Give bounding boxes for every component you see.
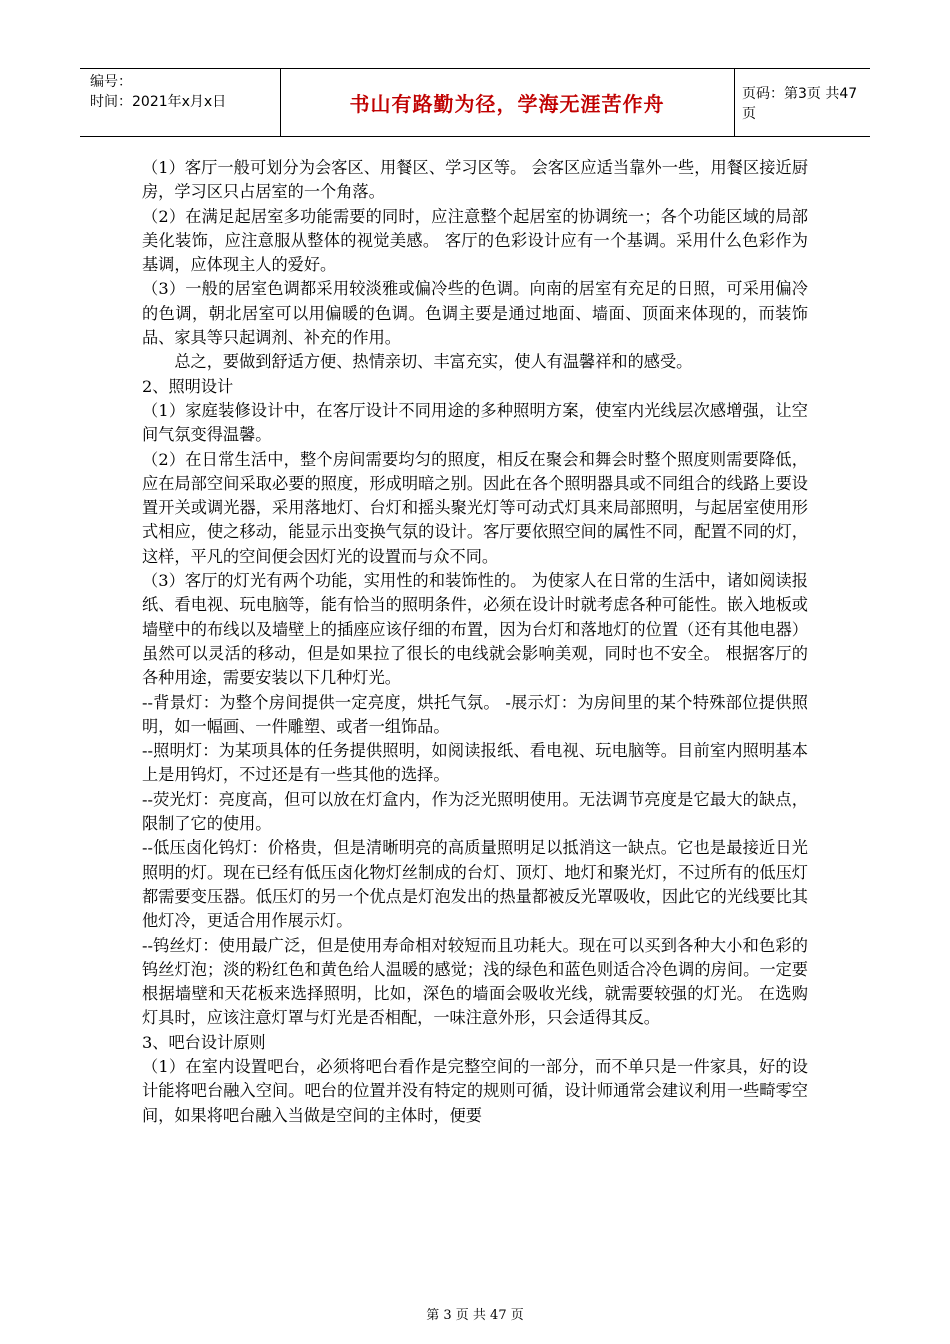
- header-meta: [80, 69, 281, 136]
- header-page-cell: [734, 69, 870, 136]
- paragraph: （2）在满足起居室多功能需要的同时，应注意整个起居室的协调统一；各个功能区域的局部美化装饰，应注意服从整体的视觉美感。 客厅的色彩设计应有一个基调。采用什么色彩作为基调，应体现主人的爱好。: [142, 206, 808, 275]
- section-heading: 2、照明设计: [142, 376, 234, 396]
- paragraph: （1）家庭装修设计中，在客厅设计不同用途的多种照明方案，使室内光线层次感增强，让空间气氛变得温馨。: [142, 400, 808, 445]
- header-motto-cell: [280, 69, 735, 136]
- paragraph: --低压卤化钨灯：价格贵，但是清晰明亮的高质量照明足以抵消这一缺点。它也是最接近日光照明的灯。现在已经有低压卤化物灯丝制成的台灯、顶灯、地灯和聚光灯，不过所有的低压灯都需要变压器。低压灯的另一个优点是灯泡发出的热量都被反光罩吸收，因此它的光线要比其他灯冷，更适合用作展示灯。: [142, 838, 808, 931]
- time-label: 时间：2021年x月x日: [90, 94, 227, 110]
- page-footer: 第 3 页 共 47 页: [426, 1308, 524, 1323]
- paragraph: （1）客厅一般可划分为会客区、用餐区、学习区等。 会客区应适当靠外一些，用餐区接近厨房，学习区只占居室的一个角落。: [142, 158, 808, 202]
- paragraph: （2）在日常生活中，整个房间需要均匀的照度，相反在聚会和舞会时整个照度则需要降低，应在局部空间采取必要的照度，形成明暗之别。因此在各个照明器具或不同组合的线路上要设置开关或调光器，采用落地灯、台灯和摇头聚光灯等可动式灯具来局部照明，与起居室使用形式相应，使之移动，能显示出变换气氛的设计。客厅要依照空间的属性不同，配置不同的灯，这样，平凡的空间便会因灯光的设置而与众不同。: [142, 449, 808, 566]
- paragraph: 总之，要做到舒适方便、热情亲切、丰富充实，使人有温馨祥和的感受。: [142, 352, 693, 372]
- paragraph: （3）客厅的灯光有两个功能，实用性的和装饰性的。 为使家人在日常的生活中，诸如阅读报纸、看电视、玩电脑等，能有恰当的照明条件，必须在设计时就考虑各种可能性。嵌入地板或墙壁中的布线以及墙壁上的插座应该仔细的布置，因为台灯和落地灯的位置（还有其他电器）虽然可以灵活的移动，但是如果拉了很长的电线就会影响美观，同时也不安全。 根据客厅的各种用途，需要安装以下几种灯光。: [142, 571, 808, 688]
- header-page-code: 页码：第3页 共47页: [742, 85, 858, 122]
- paragraph: （3）一般的居室色调都采用较淡雅或偏冷些的色调。向南的居室有充足的日照，可采用偏冷的色调，朝北居室可以用偏暖的色调。色调主要是通过地面、墙面、顶面来体现的，而装饰品、家具等只起调剂、补充的作用。: [142, 279, 808, 348]
- paragraph: --照明灯：为某项具体的任务提供照明，如阅读报纸、看电视、玩电脑等。目前室内照明基本上是用钨灯，不过还是有一些其他的选择。: [142, 741, 808, 785]
- header-motto: 书山有路勤为径，学海无涯苦作舟: [349, 92, 665, 116]
- paragraph: --背景灯：为整个房间提供一定亮度，烘托气氛。 -展示灯：为房间里的某个特殊部位提供照明，如一幅画、一件雕塑、或者一组饰品。: [142, 692, 808, 736]
- page-header: [80, 68, 870, 137]
- number-label: 编号：: [90, 74, 132, 90]
- paragraph: --钨丝灯：使用最广泛，但是使用寿命相对较短而且功耗大。现在可以买到各种大小和色彩的钨丝灯泡；淡的粉红色和黄色给人温暖的感觉；浅的绿色和蓝色则适合冷色调的房间。一定要根据墙壁和天花板来选择照明，比如，深色的墙面会吸收光线，就需要较强的灯光。 在选购灯具时，应该注意灯罩与灯光是否相配，一味注意外形，只会适得其反。: [142, 935, 808, 1028]
- document-body: [142, 156, 808, 1128]
- paragraph: （1）在室内设置吧台，必须将吧台看作是完整空间的一部分，而不单只是一件家具，好的设计能将吧台融入空间。吧台的位置并没有特定的规则可循，设计师通常会建议利用一些畸零空间，如果将吧台融入当做是空间的主体时，便要: [142, 1056, 808, 1125]
- paragraph: --荧光灯：亮度高，但可以放在灯盒内，作为泛光照明使用。无法调节亮度是它最大的缺点，限制了它的使用。: [142, 789, 808, 834]
- section-heading: 3、吧台设计原则: [142, 1032, 266, 1052]
